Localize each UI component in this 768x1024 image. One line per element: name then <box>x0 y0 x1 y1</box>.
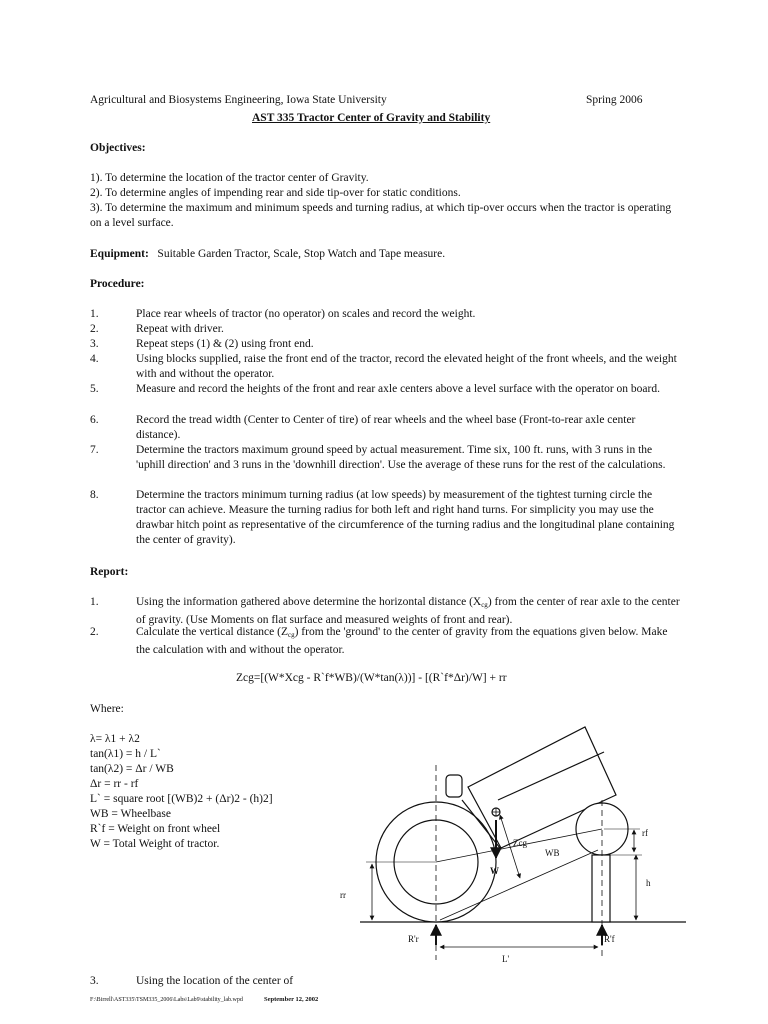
rf-label: rf <box>642 828 648 838</box>
report-text-part: Using the information gathered above determine the horizontal distance (X <box>136 596 482 608</box>
rear-reaction-label: R'r <box>408 934 419 944</box>
equipment-heading: Equipment: <box>90 248 149 260</box>
report-item-number: 1. <box>90 596 99 608</box>
objective-item: 3). To determine the maximum and minimum speeds and turning radius, at which tip-over occurs when the tractor is operating on a level surface. <box>90 202 672 229</box>
step-number: 4. <box>90 353 99 365</box>
objectives-heading: Objectives: <box>90 142 146 154</box>
report-item-text: Using the location of the center of <box>136 975 294 987</box>
term-label: Spring 2006 <box>586 94 643 106</box>
step-number: 1. <box>90 308 99 320</box>
report-heading: Report: <box>90 566 129 578</box>
l-label: L' <box>502 954 510 964</box>
rr-label: rr <box>340 890 346 900</box>
report-text-part: ) from the center of rear axle to the center of gravity. (Use Moments on flat surface and measured weights of front and rear). <box>136 596 680 626</box>
step-number: 6. <box>90 414 99 426</box>
step-text: Determine the tractors maximum ground speed by actual measurement. Time six, 100 ft. runs, with 3 runs in the 'uphill direction' and 3 runs in the 'downhill direction'. Use the average of these runs for the rest of the calculations. <box>136 444 666 471</box>
definition-line: tan(λ1) = h / L` <box>90 748 161 760</box>
definition-line: R`f = Weight on front wheel <box>90 823 221 835</box>
definition-line: λ= λ1 + λ2 <box>90 733 140 745</box>
document-title: AST 335 Tractor Center of Gravity and Stability <box>252 112 491 124</box>
definition-line: WB = Wheelbase <box>90 808 171 820</box>
step-text: Determine the tractors minimum turning radius (at low speeds) by measurement of the tightest turning circle the tractor can achieve. Measure the turning radius for both left and right hand turns. For simplicity you may use the drawbar hitch point as representative of the circumference of the turning radius and the longitudinal plane containing the center of gravity). <box>136 489 675 546</box>
definition-line: L` = square root [(WB)2 + (Δr)2 - (h)2] <box>90 793 273 805</box>
subscript: cg <box>481 601 488 609</box>
subscript: cg <box>287 631 295 639</box>
definition-line: W = Total Weight of tractor. <box>90 838 220 850</box>
step-text: Place rear wheels of tractor (no operator) on scales and record the weight. <box>136 308 476 320</box>
step-number: 2. <box>90 323 99 335</box>
front-reaction-label: R'f <box>604 934 615 944</box>
step-text: Record the tread width (Center to Center of tire) of rear wheels and the wheel base (Front-to-rear axle center distance). <box>136 414 636 441</box>
definition-line: Δr = rr - rf <box>90 778 139 790</box>
step-text: Repeat steps (1) & (2) using front end. <box>136 338 314 350</box>
step-number: 7. <box>90 444 99 456</box>
objective-item: 1). To determine the location of the tractor center of Gravity. <box>90 172 369 184</box>
wb-label: WB <box>545 848 560 858</box>
h-label: h <box>646 878 651 888</box>
objective-item: 2). To determine angles of impending rear and side tip-over for static conditions. <box>90 187 461 199</box>
step-text: Using blocks supplied, raise the front end of the tractor, record the elevated height of the front wheels, and the weight with and without the operator. <box>136 353 677 380</box>
step-number: 5. <box>90 383 99 395</box>
procedure-heading: Procedure: <box>90 278 145 290</box>
zcg-equation: Zcg=[(W*Xcg - R`f*WB)/(W*tan(λ))] - [(R`f*Δr)/W] + rr <box>236 672 507 684</box>
institution-name: Agricultural and Biosystems Engineering, Iowa State University <box>90 94 387 106</box>
report-item-number: 3. <box>90 975 99 987</box>
zcg-label: Zcg <box>513 838 527 848</box>
front-block <box>592 855 610 922</box>
footer-file-path: F:\Birrell\AST335\TSM335_2006\Labs\Lab9\stability_lab.wpd <box>90 997 243 1003</box>
definition-line: tan(λ2) = Δr / WB <box>90 763 174 775</box>
step-number: 3. <box>90 338 99 350</box>
equipment-text: Suitable Garden Tractor, Scale, Stop Watch and Tape measure. <box>157 248 446 260</box>
step-text: Measure and record the heights of the front and rear axle centers above a level surface with the operator on board. <box>136 383 660 395</box>
where-heading: Where: <box>90 703 124 715</box>
footer-date: September 12, 2002 <box>264 996 319 1003</box>
report-item-number: 2. <box>90 626 99 638</box>
report-text-part: ) from the 'ground' to the center of gravity from the equations given below. Make the calculation with and without the operator. <box>136 626 668 656</box>
steering-wheel <box>446 775 462 797</box>
report-text-part: Calculate the vertical distance (Z <box>136 626 288 638</box>
step-text: Repeat with driver. <box>136 323 224 335</box>
w-label: W <box>490 866 499 876</box>
step-number: 8. <box>90 489 99 501</box>
